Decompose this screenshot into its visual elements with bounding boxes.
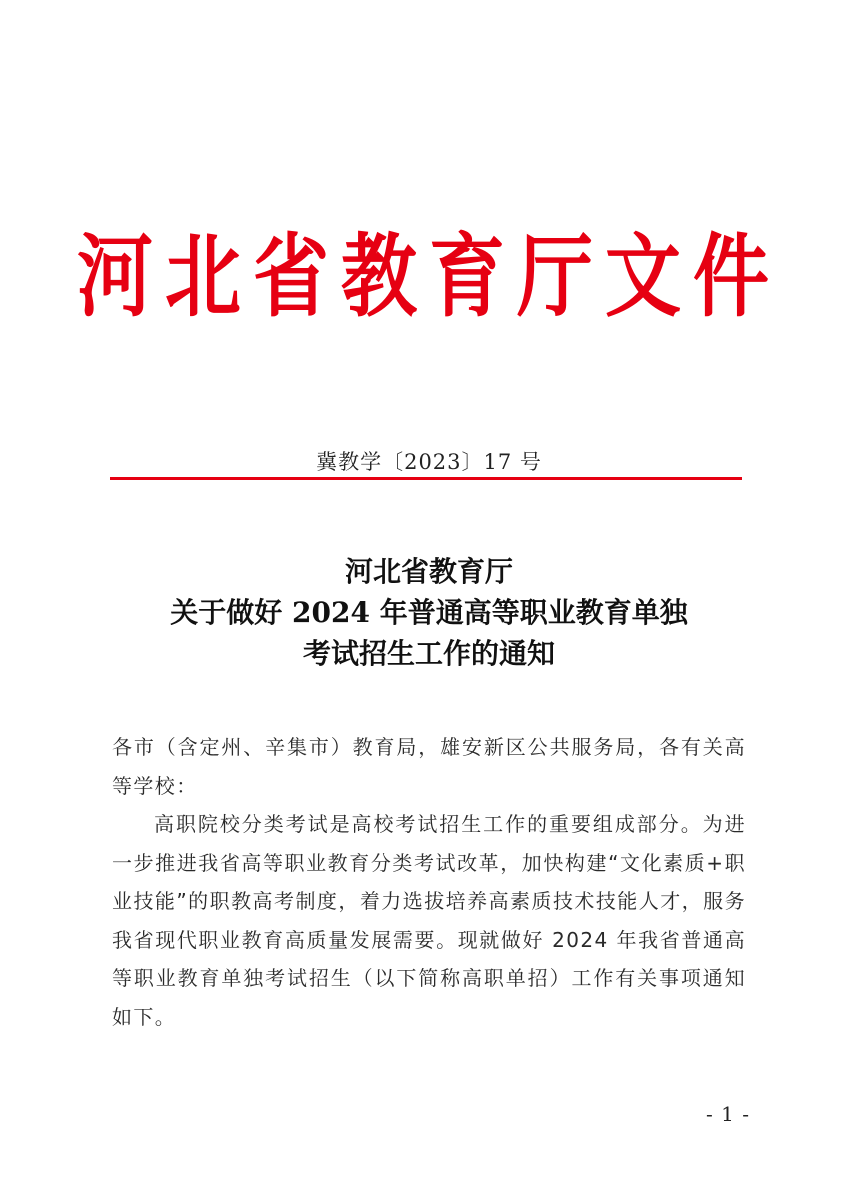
red-divider-rule xyxy=(110,477,742,480)
masthead-title: 河北省教育厅文件 xyxy=(77,223,781,329)
page-number: - 1 - xyxy=(706,1102,750,1126)
document-title xyxy=(0,551,858,674)
document-body xyxy=(112,728,746,1036)
salutation: 各市（含定州、辛集市）教育局，雄安新区公共服务局，各有关高等学校： xyxy=(112,735,746,798)
title-line-1: 河北省教育厅 xyxy=(344,555,513,588)
body-paragraph: 高职院校分类考试是高校考试招生工作的重要组成部分。为进一步推进我省高等职业教育分类考试改革，加快构建“文化素质+职业技能”的职教高考制度，着力选拔培养高素质技术技能人才，服务我省现代职业教育高质量发展需要。现就做好 2024 年我省普通高等职业教育单独考试招生（以下简称高职单招）工作有关事项通知如下。 xyxy=(112,812,746,1029)
document-number: 冀教学〔2023〕17 号 xyxy=(316,450,542,474)
title-line-2: 关于做好 2024 年普通高等职业教育单独 xyxy=(170,596,688,629)
title-line-3: 考试招生工作的通知 xyxy=(302,637,555,670)
